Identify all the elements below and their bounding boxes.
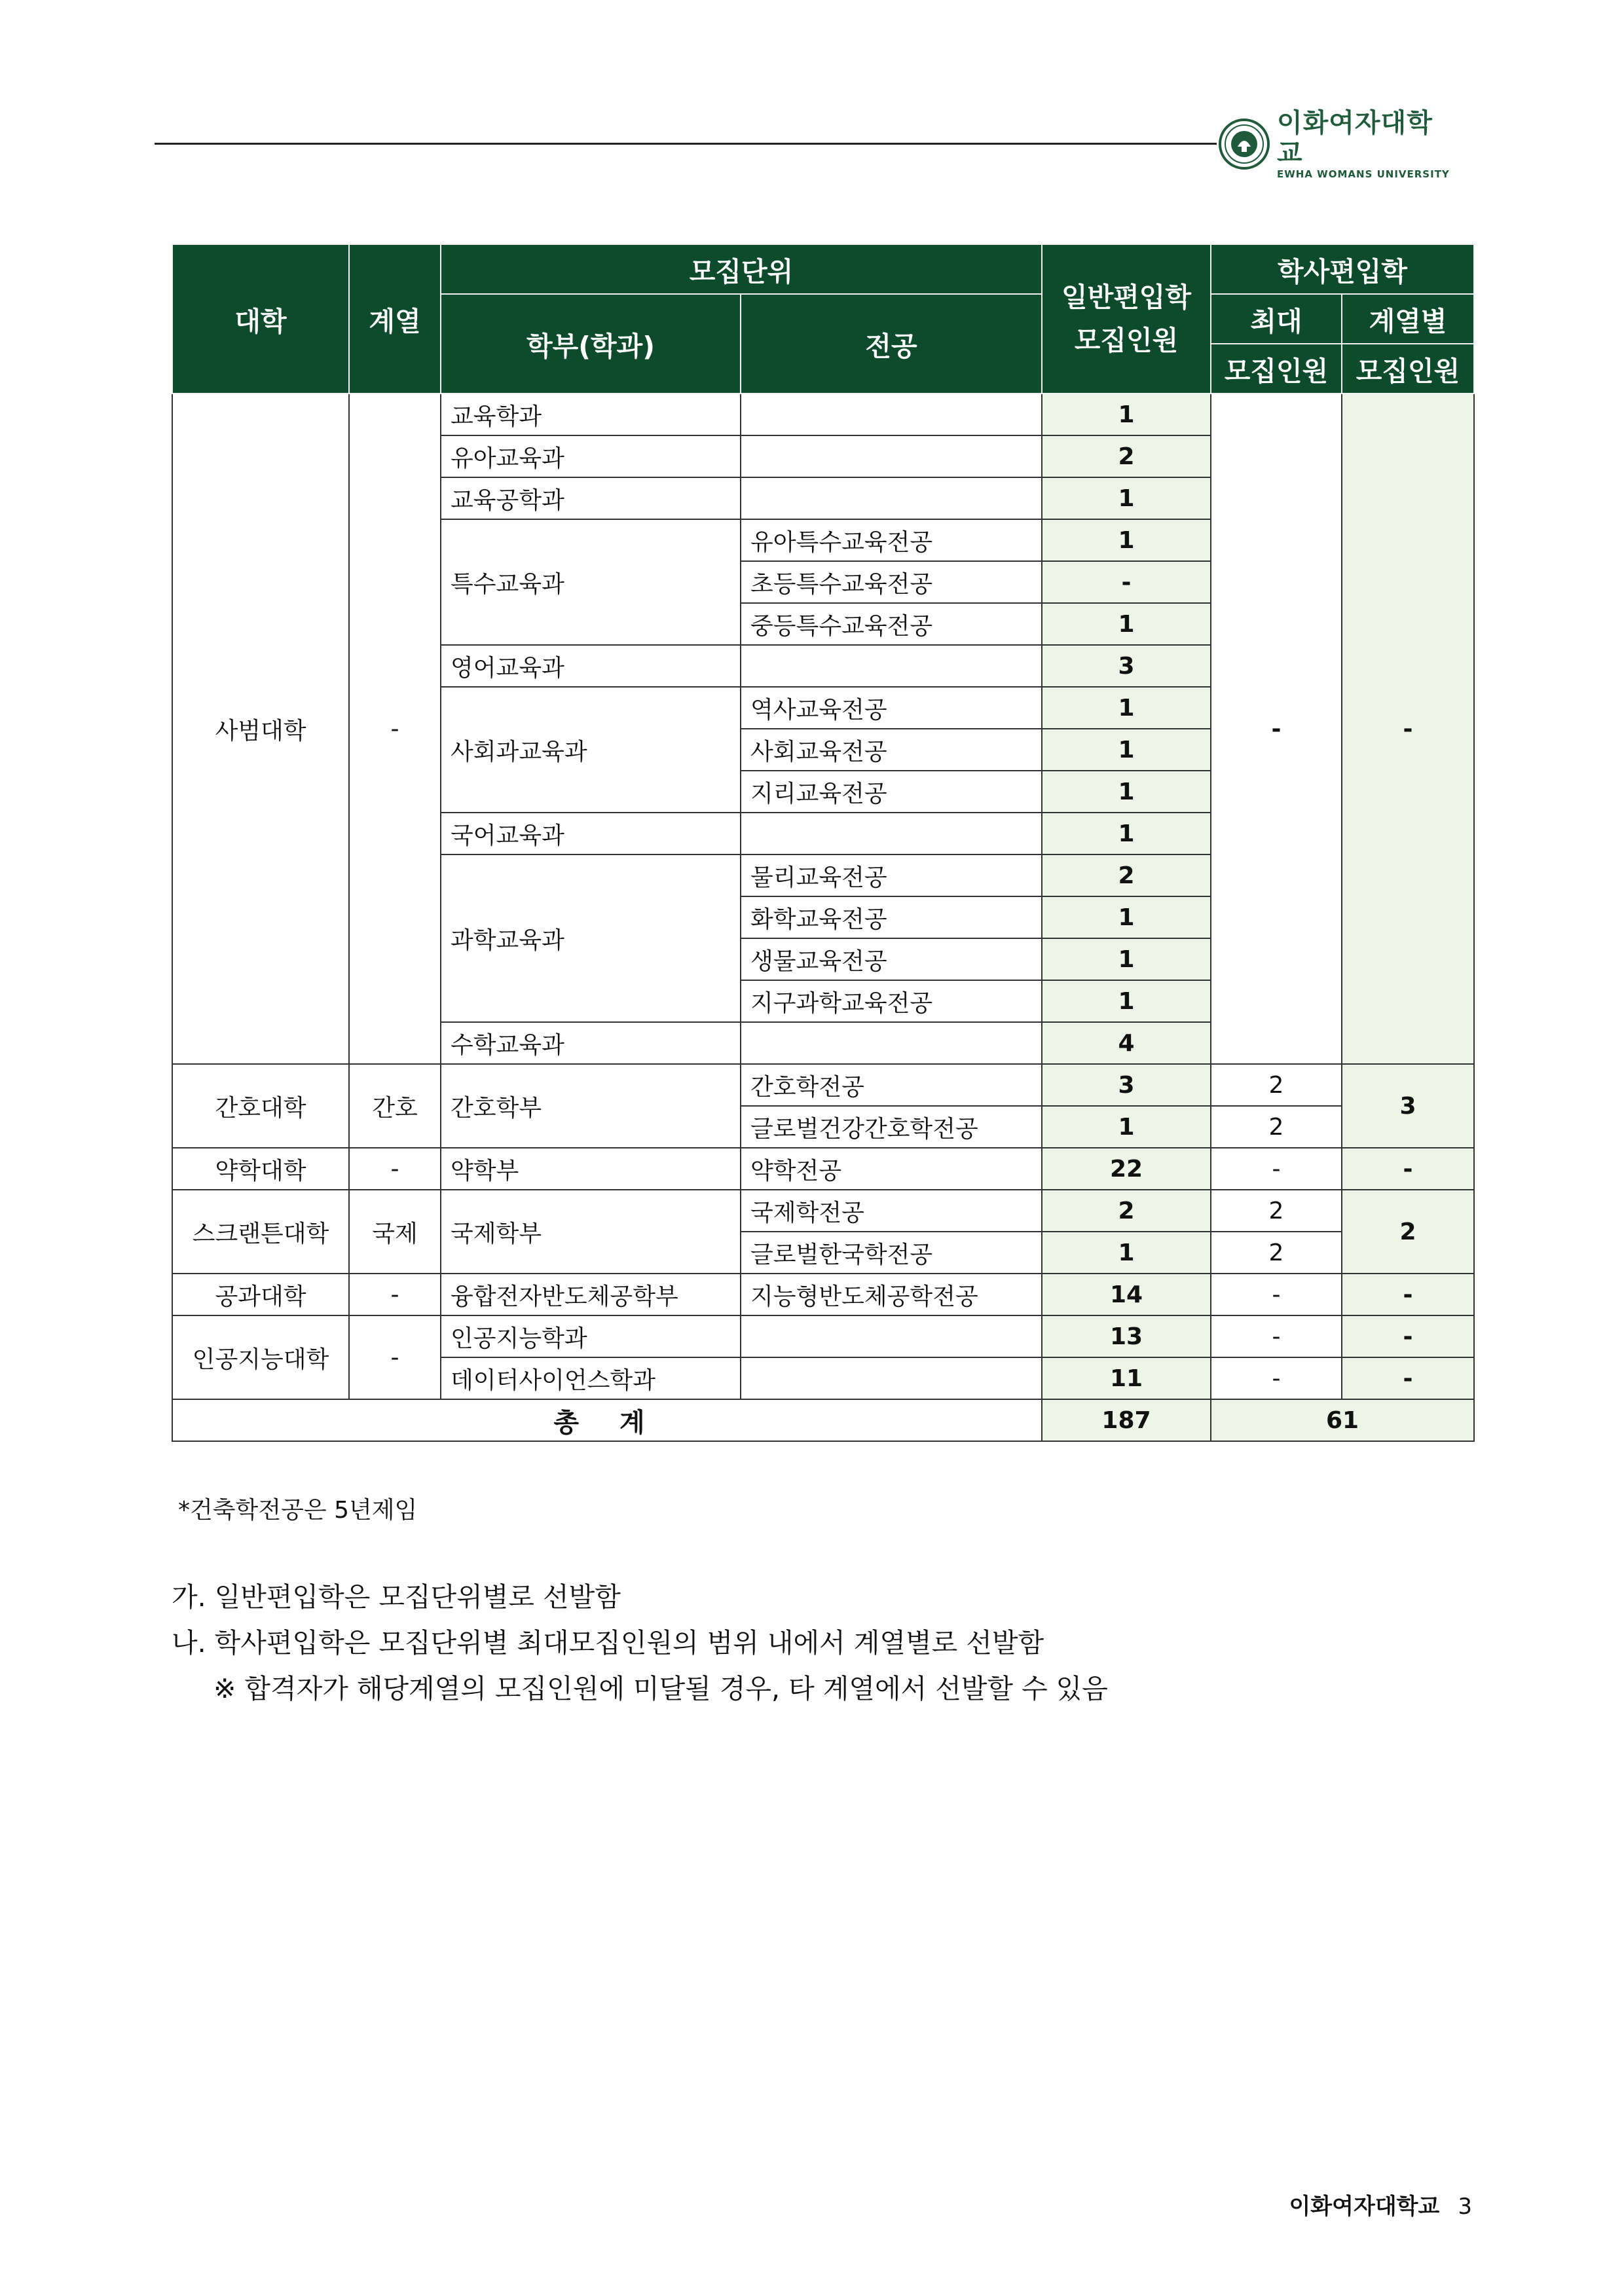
max-count-cell: - [1211,1148,1342,1190]
department-cell: 융합전자반도체공학부 [441,1274,741,1315]
max-count-cell: 2 [1211,1106,1342,1148]
selection-notes [172,1574,1108,1712]
university-seal-icon [1218,118,1270,170]
field-cell: - [349,1274,441,1315]
general-count-cell: 1 [1042,813,1211,854]
general-count-cell: 14 [1042,1274,1211,1315]
logo-name-ko: 이화여자대학교 [1277,108,1433,168]
major-cell [741,645,1042,687]
max-count-cell: - [1211,1357,1342,1399]
general-count-cell: 1 [1042,771,1211,813]
college-cell: 공과대학 [172,1274,349,1315]
major-cell: 초등특수교육전공 [741,561,1042,603]
admission-quota-table [172,244,1475,1442]
department-cell: 유아교육과 [441,435,741,477]
general-count-cell: 2 [1042,854,1211,896]
college-cell: 사범대학 [172,394,349,1064]
department-cell: 특수교육과 [441,519,741,645]
table-row [172,1274,1474,1315]
field-cell: - [349,394,441,1064]
college-cell: 약학대학 [172,1148,349,1190]
page-footer [1289,2188,1472,2220]
general-count-cell: 1 [1042,729,1211,771]
max-count-cell: 2 [1211,1190,1342,1232]
department-cell: 영어교육과 [441,645,741,687]
header-general-transfer [1042,244,1211,394]
field-cell: 국제 [349,1190,441,1274]
by-field-count-cell: - [1342,1315,1474,1357]
major-cell [741,394,1042,435]
general-count-cell: 13 [1042,1315,1211,1357]
major-cell: 생물교육전공 [741,938,1042,980]
major-cell [741,813,1042,854]
general-count-cell: 1 [1042,980,1211,1022]
major-cell: 물리교육전공 [741,854,1042,896]
major-cell: 사회교육전공 [741,729,1042,771]
major-cell [741,477,1042,519]
general-count-cell: 11 [1042,1357,1211,1399]
table-row [172,394,1474,435]
max-count-cell: - [1211,1274,1342,1315]
footer-org: 이화여자대학교 [1289,2194,1440,2220]
header-max-line2: 모집인원 [1211,344,1342,394]
major-cell: 화학교육전공 [741,896,1042,938]
general-count-cell: 3 [1042,1064,1211,1106]
field-cell: 간호 [349,1064,441,1148]
total-row [172,1399,1474,1441]
major-cell [741,1357,1042,1399]
major-cell: 약학전공 [741,1148,1042,1190]
major-cell: 유아특수교육전공 [741,519,1042,561]
college-cell: 인공지능대학 [172,1315,349,1399]
by-field-count-cell: - [1342,1274,1474,1315]
table-row [172,1315,1474,1357]
table-row [172,1064,1474,1106]
max-count-cell: 2 [1211,1064,1342,1106]
department-cell: 교육학과 [441,394,741,435]
header-max-line1: 최대 [1211,294,1342,344]
general-count-cell: 4 [1042,1022,1211,1064]
general-count-cell: 1 [1042,938,1211,980]
general-count-cell: 1 [1042,519,1211,561]
total-label: 총 계 [172,1399,1042,1441]
general-count-cell: 1 [1042,1232,1211,1274]
major-cell [741,435,1042,477]
department-cell: 간호학부 [441,1064,741,1148]
general-count-cell: 22 [1042,1148,1211,1190]
page-number: 3 [1458,2194,1472,2220]
field-cell: - [349,1315,441,1399]
logo-name-en: EWHA WOMANS UNIVERSITY [1277,168,1450,180]
general-count-cell: 2 [1042,435,1211,477]
major-cell: 지구과학교육전공 [741,980,1042,1022]
header-unit-group: 모집단위 [441,244,1042,294]
field-cell: - [349,1148,441,1190]
major-cell: 역사교육전공 [741,687,1042,729]
footnote: *건축학전공은 5년제임 [178,1497,418,1524]
department-cell: 교육공학과 [441,477,741,519]
department-cell: 약학부 [441,1148,741,1190]
header-general-transfer-line2: 모집인원 [1074,325,1179,356]
note-reference: ※ 합격자가 해당계열의 모집인원에 미달될 경우, 타 계열에서 선발할 수 있음 [213,1673,1108,1704]
general-count-cell: 2 [1042,1190,1211,1232]
header-by-field-line2: 모집인원 [1342,344,1474,394]
header-field: 계열 [349,244,441,394]
max-count-cell: 2 [1211,1232,1342,1274]
major-cell: 국제학전공 [741,1190,1042,1232]
general-count-cell: 1 [1042,1106,1211,1148]
general-count-cell: 1 [1042,603,1211,645]
note-general-transfer: 가. 일반편입학은 모집단위별로 선발함 [172,1581,621,1613]
department-cell: 국어교육과 [441,813,741,854]
header-department: 학부(학과) [441,294,741,394]
total-general-count: 187 [1042,1399,1211,1441]
general-count-cell: 3 [1042,645,1211,687]
general-count-cell: 1 [1042,687,1211,729]
department-cell: 인공지능학과 [441,1315,741,1357]
by-field-count-cell: - [1342,1357,1474,1399]
header-bachelor-transfer: 학사편입학 [1211,244,1474,294]
college-cell: 스크랜튼대학 [172,1190,349,1274]
table-row [172,1190,1474,1232]
max-count-cell: - [1211,394,1342,1064]
header-college: 대학 [172,244,349,394]
major-cell: 지능형반도체공학전공 [741,1274,1042,1315]
major-cell: 간호학전공 [741,1064,1042,1106]
department-cell: 수학교육과 [441,1022,741,1064]
by-field-count-cell: 2 [1342,1190,1474,1274]
by-field-count-cell: - [1342,394,1474,1064]
general-count-cell: 1 [1042,394,1211,435]
general-count-cell: - [1042,561,1211,603]
table-row [172,1148,1474,1190]
major-cell [741,1315,1042,1357]
department-cell: 데이터사이언스학과 [441,1357,741,1399]
department-cell: 과학교육과 [441,854,741,1022]
by-field-count-cell: - [1342,1148,1474,1190]
note-bachelor-transfer: 나. 학사편입학은 모집단위별 최대모집인원의 범위 내에서 계열별로 선발함 [172,1627,1044,1659]
max-count-cell: - [1211,1315,1342,1357]
major-cell: 지리교육전공 [741,771,1042,813]
major-cell: 글로벌한국학전공 [741,1232,1042,1274]
total-bachelor-count: 61 [1211,1399,1474,1441]
major-cell: 글로벌건강간호학전공 [741,1106,1042,1148]
college-cell: 간호대학 [172,1064,349,1148]
general-count-cell: 1 [1042,477,1211,519]
header-general-transfer-line1: 일반편입학 [1061,282,1192,313]
general-count-cell: 1 [1042,896,1211,938]
university-logo [1218,108,1454,180]
by-field-count-cell: 3 [1342,1064,1474,1148]
major-cell: 중등특수교육전공 [741,603,1042,645]
header-rule [155,143,1217,145]
department-cell: 국제학부 [441,1190,741,1274]
header-by-field-line1: 계열별 [1342,294,1474,344]
department-cell: 사회과교육과 [441,687,741,813]
major-cell [741,1022,1042,1064]
header-major: 전공 [741,294,1042,394]
